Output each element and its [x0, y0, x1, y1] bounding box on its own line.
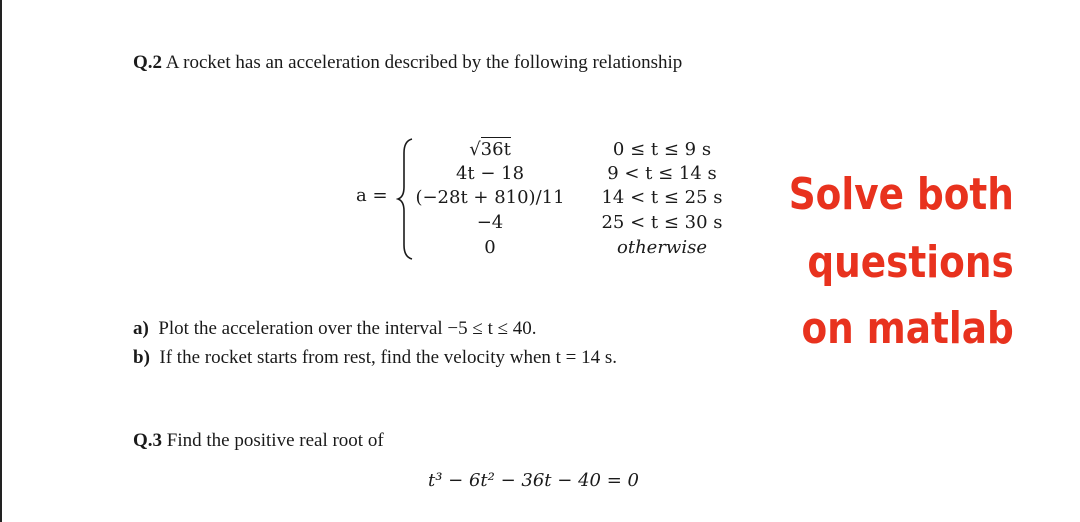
- piece-cond-4: 25 < t ≤ 30 s: [601, 212, 723, 233]
- note-line-2: questions: [807, 237, 1014, 288]
- q2-part-b: [133, 347, 617, 369]
- piece-expr-2: 4t − 18: [455, 163, 525, 184]
- q2-number: Q.2: [133, 52, 163, 73]
- q3-heading: [133, 430, 384, 452]
- piece-cond-1: 0 ≤ t ≤ 9 s: [612, 139, 712, 160]
- piece-expr-3: (−28t + 810)/11: [415, 187, 565, 208]
- q3-number: Q.3: [133, 430, 163, 451]
- note-line-1: Solve both: [788, 169, 1014, 220]
- piece-cond-3: 14 < t ≤ 25 s: [601, 187, 723, 208]
- piece-expr-1: √36t: [469, 139, 511, 160]
- part-b-label: b): [133, 347, 150, 368]
- part-a-text: Plot the acceleration over the interval −5 ≤ t ≤ 40.: [158, 318, 537, 339]
- equation-lhs: a =: [356, 185, 388, 206]
- piece-expr-4: −4: [476, 212, 504, 233]
- part-a-label: a): [133, 318, 149, 339]
- piece-cond-2: 9 < t ≤ 14 s: [607, 163, 717, 184]
- part-b-text: If the rocket starts from rest, find the velocity when t = 14 s.: [159, 347, 618, 368]
- q2-part-a: [133, 318, 537, 340]
- q2-heading: [133, 52, 682, 74]
- q3-statement: Find the positive real root of: [166, 430, 384, 451]
- sqrt-radicand: 36t: [480, 139, 511, 160]
- left-border: [0, 0, 2, 522]
- q3-equation: t³ − 6t² − 36t − 40 = 0: [428, 470, 639, 491]
- q2-statement: A rocket has an acceleration described by the following relationship: [165, 52, 683, 73]
- piece-expr-5: 0: [484, 237, 496, 258]
- piece-cond-5: otherwise: [617, 237, 707, 258]
- note-line-3: on matlab: [801, 303, 1014, 354]
